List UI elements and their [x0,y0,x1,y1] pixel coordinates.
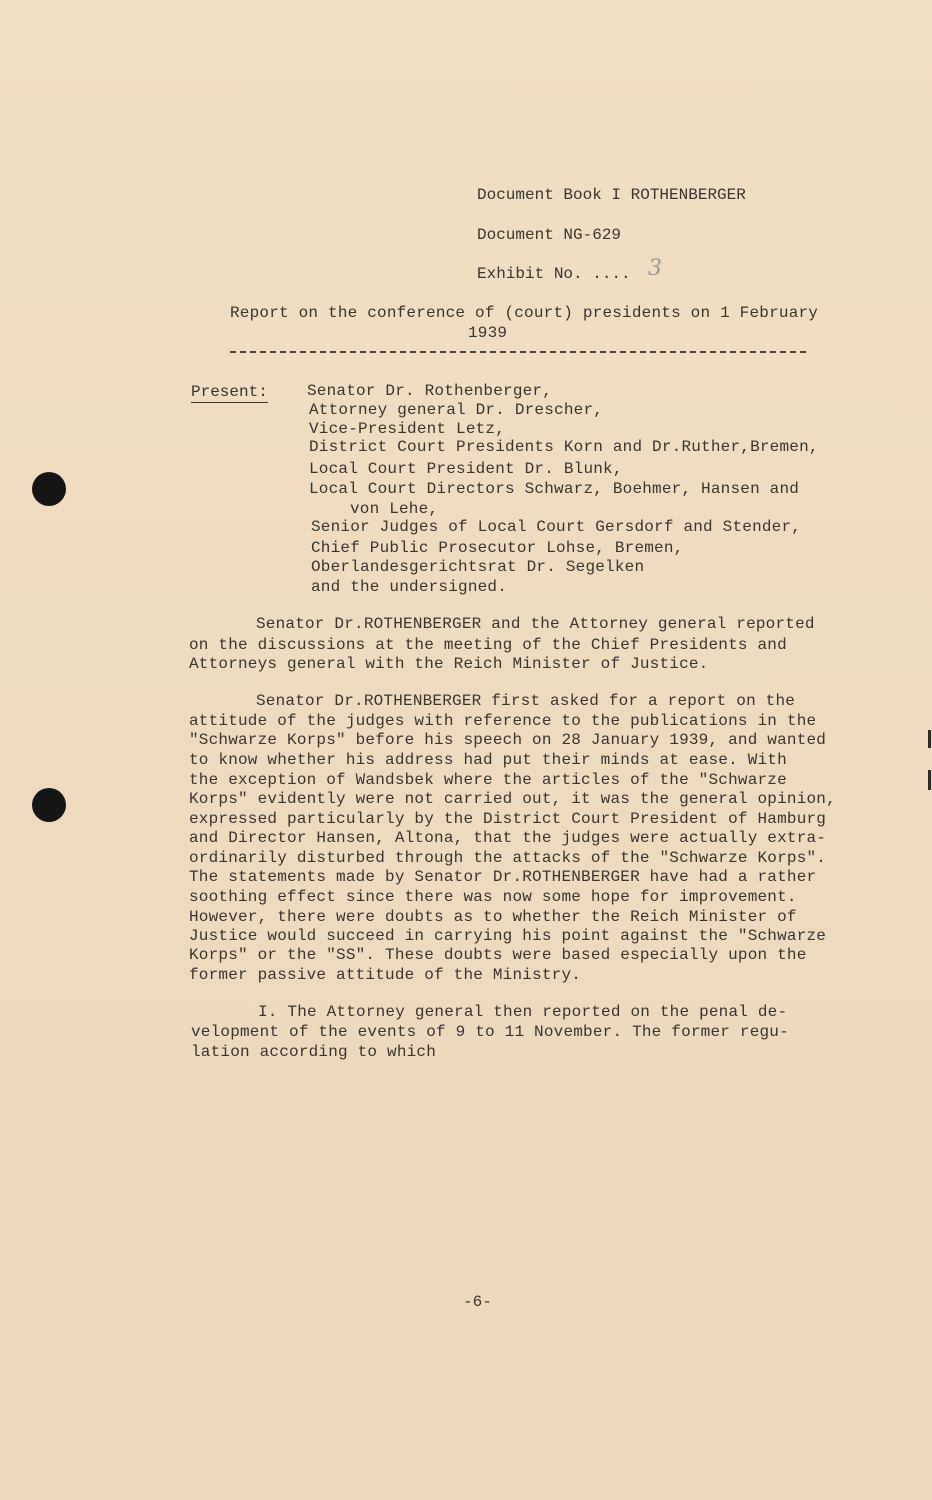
paragraph-line: Attorneys general with the Reich Minister of Justice. [189,655,709,673]
paragraph-line: I. The Attorney general then reported on the penal de- [258,1003,788,1021]
paragraph-line: ordinarily disturbed through the attacks of the "Schwarze Korps". [189,849,827,867]
punch-hole-bottom [32,788,66,822]
present-line: Attorney general Dr. Drescher, [309,401,604,419]
paragraph-line: attitude of the judges with reference to the publications in the [189,712,817,730]
present-line: Senior Judges of Local Court Gersdorf and Stender, [311,518,802,536]
paragraph-line: expressed particularly by the District Court President of Hamburg [189,810,827,828]
present-line: Chief Public Prosecutor Lohse, Bremen, [311,539,684,557]
report-title-line2: 1939 [468,324,508,342]
document-book-label: Document Book I ROTHENBERGER [477,186,746,204]
punch-hole-top [32,472,66,506]
paragraph-line: Korps" evidently were not carried out, it was the general opinion, [189,790,836,808]
paragraph-line: and Director Hansen, Altona, that the judges were actually extra- [189,829,827,847]
present-line: District Court Presidents Korn and Dr.Ruther,Bremen, [309,438,819,456]
paragraph-line: Korps" or the "SS". These doubts were based especially upon the [189,946,807,964]
paragraph-line: on the discussions at the meeting of the Chief Presidents and [189,636,787,654]
report-title-line1: Report on the conference of (court) presidents on 1 February [230,304,819,322]
page-number: -6- [463,1293,492,1311]
paragraph-line: the exception of Wandsbek where the articles of the "Schwarze [189,771,787,789]
edge-mark-1 [928,730,931,748]
present-line: Vice-President Letz, [309,420,506,438]
document-number: Document NG-629 [477,226,622,244]
present-line: Oberlandesgerichtsrat Dr. Segelken [311,558,645,576]
paragraph-line: "Schwarze Korps" before his speech on 28 January 1939, and wanted [189,731,827,749]
paragraph-line: The statements made by Senator Dr.ROTHENBERGER have had a rather [189,868,817,886]
paragraph-line: to know whether his address had put their minds at ease. With [189,751,787,769]
paragraph-line: lation according to which [191,1043,437,1061]
present-line: von Lehe, [350,500,439,518]
paragraph-line: Justice would succeed in carrying his point against the "Schwarze [189,927,827,945]
paragraph-line: soothing effect since there was now some hope for improvement. [189,888,797,906]
paragraph-line: Senator Dr.ROTHENBERGER and the Attorney general reported [256,615,815,633]
paragraph-line: former passive attitude of the Ministry. [189,966,582,984]
present-line: Senator Dr. Rothenberger, [307,382,553,400]
exhibit-number-handwritten: 3 [648,256,662,281]
present-line: Local Court President Dr. Blunk, [309,460,623,478]
present-line: Local Court Directors Schwarz, Boehmer, Hansen and [309,480,800,498]
paragraph-line: However, there were doubts as to whether the Reich Minister of [189,908,797,926]
paragraph-line: Senator Dr.ROTHENBERGER first asked for a report on the [256,692,796,710]
exhibit-label: Exhibit No. .... [477,265,631,283]
present-label: Present: [191,383,268,401]
title-divider [230,351,806,353]
present-line: and the undersigned. [311,578,508,596]
edge-mark-2 [928,770,931,790]
paragraph-line: velopment of the events of 9 to 11 November. The former regu- [191,1023,789,1041]
